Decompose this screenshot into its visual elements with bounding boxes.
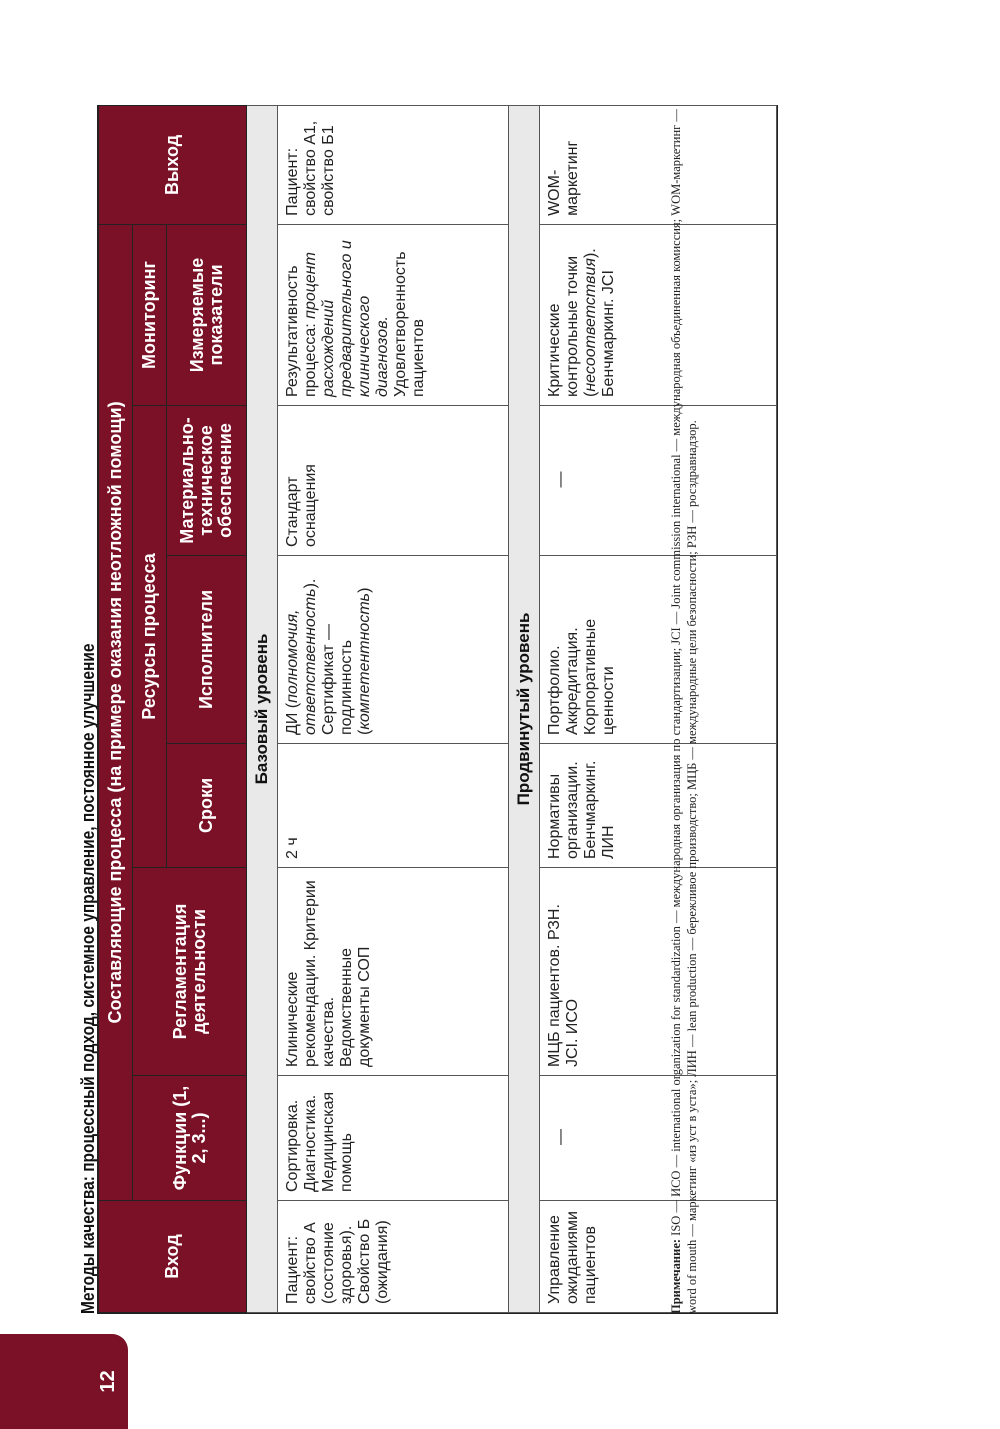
section-advanced-label: Продвинутый уровень [509, 105, 540, 1312]
cell-advanced-regulation: МЦБ пациентов. РЗН. JCI. ИСО [540, 868, 777, 1076]
cell-basic-terms: 2 ч [278, 744, 509, 868]
cell-basic-output: Пациент: свойство А1, свойство Б1 [278, 105, 509, 224]
header-indicators: Измеряемые показатели [167, 224, 247, 405]
header-material: Материально-техническое обеспечение [167, 406, 247, 556]
cell-advanced-output: WOM-маркетинг [540, 105, 777, 224]
cell-advanced-terms: Нормативы организации. Бенчмаркинг. ЛИН [540, 744, 777, 868]
cell-advanced-executors: Портфолио. Аккредитация. Корпоративные ценности [540, 556, 777, 744]
cell-basic-indicators: Результативность процесса: процент расхождений предварительного и клинического диагнозов. Удовлетворенность пациентов [278, 224, 509, 405]
cell-advanced-material: — [540, 406, 777, 556]
cell-basic-input: Пациент: свойство А (состояние здоровья). Свойство Б (ожидания) [278, 1201, 509, 1313]
header-regulation: Регламентация деятельности [133, 868, 247, 1076]
cell-basic-executors: ДИ (полномочия, ответственность). Сертификат — подлинность (компетентность) [278, 556, 509, 744]
footnote [668, 99, 700, 1314]
header-monitoring: Мониторинг [133, 224, 167, 405]
header-resources: Ресурсы процесса [133, 406, 167, 868]
header-terms: Сроки [167, 744, 247, 868]
cell-basic-functions: Сортировка. Диагностика. Медицинская помощь [278, 1076, 509, 1201]
footnote-label: Примечание: [669, 1238, 683, 1314]
cell-basic-regulation: Клинические рекомендации. Критерии качества. Ведомственные документы СОП [278, 868, 509, 1076]
header-row-1 [99, 105, 133, 1312]
cell-advanced-indicators: Критические контрольные точки (несоответствия). Бенчмаркинг. JCI [540, 224, 777, 405]
header-executors: Исполнители [167, 556, 247, 744]
header-row-2 [133, 105, 167, 1312]
cell-advanced-functions: — [540, 1076, 777, 1201]
header-input: Вход [99, 1201, 247, 1313]
table-caption: Методы качества: процессный подход, системное управление, постоянное улучшение [78, 643, 98, 1314]
footnote-text: ISO — ИСО — international organization for standardization — международная организация по стандартизации; JCI — Joint commission international — международная объединенная комиссия; WOM-маркетинг — word of mouth — маркетинг «из уст в уста»; ЛИН — lean production — бережливое производство; МЦБ — международные цели безопасности; РЗН — росздравнадзор. [669, 109, 699, 1314]
header-functions: Функции (1, 2, 3...) [133, 1076, 247, 1201]
section-basic [247, 105, 278, 1312]
page-number-badge [0, 1334, 128, 1429]
section-basic-label: Базовый уровень [247, 105, 278, 1312]
header-output: Выход [99, 105, 247, 224]
table-row-basic [278, 105, 509, 1312]
section-advanced [509, 105, 540, 1312]
page-number: 12 [97, 1370, 119, 1393]
header-components: Составляющие процесса (на примере оказания неотложной помощи) [99, 224, 133, 1200]
table-row-advanced [540, 105, 777, 1312]
cell-advanced-input: Управление ожиданиями пациентов [540, 1201, 777, 1313]
cell-basic-material: Стандарт оснащения [278, 406, 509, 556]
